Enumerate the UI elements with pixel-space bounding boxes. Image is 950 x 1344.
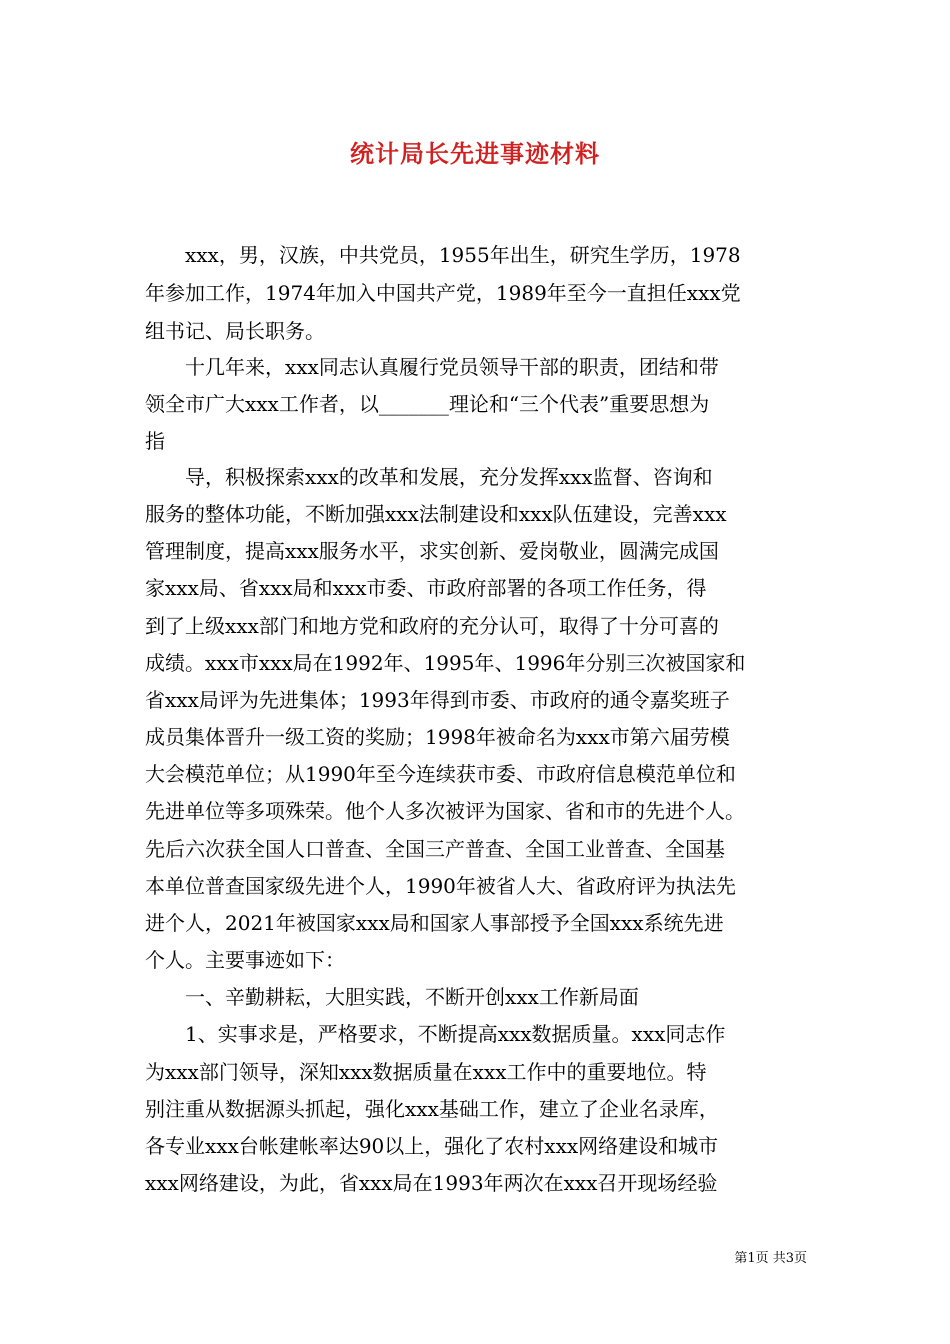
paragraph-line: xxx网络建设，为此，省xxx局在1993年两次在xxx召开现场经验 [145, 1171, 718, 1195]
paragraph-line: 指 [145, 429, 165, 453]
paragraph-line: 各专业xxx台帐建帐率达90以上，强化了农村xxx网络建设和城市 [145, 1134, 719, 1158]
paragraph-line: 大会模范单位；从1990年至今连续获市委、市政府信息模范单位和 [145, 762, 736, 786]
paragraph-line: 省xxx局评为先进集体；1993年得到市委、市政府的通令嘉奖班子 [145, 688, 730, 712]
paragraph-line: 管理制度，提高xxx服务水平，求实创新、爱岗敬业，圆满完成国 [145, 539, 719, 563]
paragraph-line: 年参加工作，1974年加入中国共产党，1989年至今一直担任xxx党 [145, 281, 741, 305]
paragraph-line: 进个人，2021年被国家xxx局和国家人事部授予全国xxx系统先进 [145, 911, 724, 935]
paragraph-line: 导，积极探索xxx的改革和发展，充分发挥xxx监督、咨询和 [145, 465, 713, 489]
paragraph-line: 别注重从数据源头抓起，强化xxx基础工作，建立了企业名录库， [145, 1097, 719, 1121]
paragraph-line: 先进单位等多项殊荣。他个人多次被评为国家、省和市的先进个人。 [145, 799, 745, 823]
paragraph-line: 十几年来，xxx同志认真履行党员领导干部的职责，团结和带 [145, 355, 719, 379]
paragraph-line: 为xxx部门领导，深知xxx数据质量在xxx工作中的重要地位。特 [145, 1060, 707, 1084]
paragraph-line: 服务的整体功能，不断加强xxx法制建设和xxx队伍建设，完善xxx [145, 502, 727, 526]
paragraph-line: 到了上级xxx部门和地方党和政府的充分认可，取得了十分可喜的 [145, 614, 719, 638]
paragraph-line: xxx，男，汉族，中共党员，1955年出生，研究生学历，1978 [145, 243, 741, 267]
document-title: 统计局长先进事迹材料 [350, 140, 600, 168]
paragraph-line: 成员集体晋升一级工资的奖励；1998年被命名为xxx市第六届劳模 [145, 725, 730, 749]
paragraph-line: 组书记、局长职务。 [145, 319, 325, 343]
paragraph-line: 成绩。xxx市xxx局在1992年、1995年、1996年分别三次被国家和 [145, 651, 746, 675]
paragraph-line: 1、实事求是，严格要求，不断提高xxx数据质量。xxx同志作 [145, 1022, 726, 1046]
paragraph-line: 本单位普查国家级先进个人，1990年被省人大、省政府评为执法先 [145, 874, 736, 898]
paragraph-line: 领全市广大xxx工作者，以_______理论和“三个代表”重要思想为 [145, 392, 710, 416]
page-number: 第1页 共3页 [734, 1251, 807, 1266]
paragraph-line: 家xxx局、省xxx局和xxx市委、市政府部署的各项工作任务，得 [145, 576, 707, 600]
paragraph-line: 个人。主要事迹如下： [145, 948, 345, 972]
paragraph-line: 先后六次获全国人口普查、全国三产普查、全国工业普查、全国基 [145, 837, 725, 861]
section-heading: 一、辛勤耕耘，大胆实践，不断开创xxx工作新局面 [145, 985, 639, 1009]
